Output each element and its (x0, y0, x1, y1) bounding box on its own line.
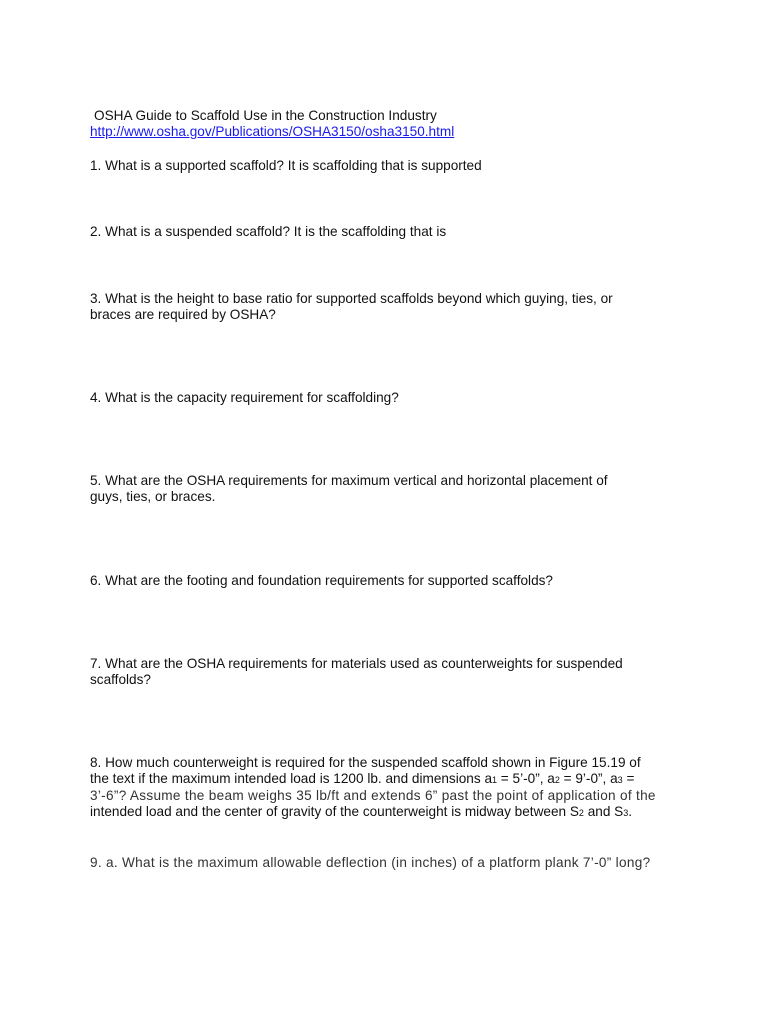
question-2-text: 2. What is a suspended scaffold? It is the scaffolding that is (90, 224, 447, 239)
question-8-text-line2 (90, 771, 690, 788)
q8-line2-part-a: the text if the maximum intended load is 1200 lb. and dimensions a (90, 771, 493, 786)
question-2 (90, 224, 690, 240)
question-4-text: 4. What is the capacity requirement for scaffolding? (90, 390, 399, 405)
question-8 (90, 755, 690, 821)
subscript-a1: 1 (492, 775, 498, 785)
q8-line2-part-b: = 5’-0”, a (497, 771, 555, 786)
question-3-text-line1: 3. What is the height to base ratio for supported scaffolds beyond which guying, ties, or (90, 291, 613, 306)
question-4 (90, 390, 690, 406)
question-7 (90, 656, 690, 688)
question-7-text-line2: scaffolds? (90, 672, 151, 687)
question-5-text-line1: 5. What are the OSHA requirements for maximum vertical and horizontal placement of (90, 473, 608, 488)
question-3 (90, 291, 690, 323)
document-title: OSHA Guide to Scaffold Use in the Construction Industry (94, 108, 437, 123)
question-1-text: 1. What is a supported scaffold? It is scaffolding that is supported (90, 158, 482, 173)
question-6-text: 6. What are the footing and foundation requirements for supported scaffolds? (90, 573, 553, 588)
q8-line2-part-d: = (622, 771, 635, 786)
q8-line4-part-b: and S (583, 804, 624, 819)
reference-link[interactable]: http://www.osha.gov/Publications/OSHA3150/osha3150.html (90, 124, 455, 139)
question-5 (90, 473, 690, 505)
subscript-s2: 2 (578, 808, 584, 818)
question-9-text: 9. a. What is the maximum allowable deflection (in inches) of a platform plank 7’-0” long? (90, 855, 651, 870)
q8-line4-part-c: . (628, 804, 633, 819)
question-8-text-line3: 3’-6”? Assume the beam weighs 35 lb/ft and extends 6” past the point of application of the (90, 788, 656, 803)
question-3-text-line2: braces are required by OSHA? (90, 307, 276, 322)
question-8-text-line4 (90, 804, 690, 821)
subscript-a3: 3 (617, 775, 623, 785)
subscript-s3: 3 (623, 808, 629, 818)
question-1 (90, 158, 690, 174)
question-9 (90, 855, 690, 871)
question-5-text-line2: guys, ties, or braces. (90, 489, 216, 504)
subscript-a2: 2 (554, 775, 560, 785)
question-8-text-line1: 8. How much counterweight is required for the suspended scaffold shown in Figure 15.19 of (90, 755, 641, 770)
q8-line2-part-c: = 9’-0”, a (559, 771, 618, 786)
question-6 (90, 573, 690, 589)
q8-line4-part-a: intended load and the center of gravity of the counterweight is midway between S (90, 804, 579, 819)
question-7-text-line1: 7. What are the OSHA requirements for materials used as counterweights for suspended (90, 656, 623, 671)
